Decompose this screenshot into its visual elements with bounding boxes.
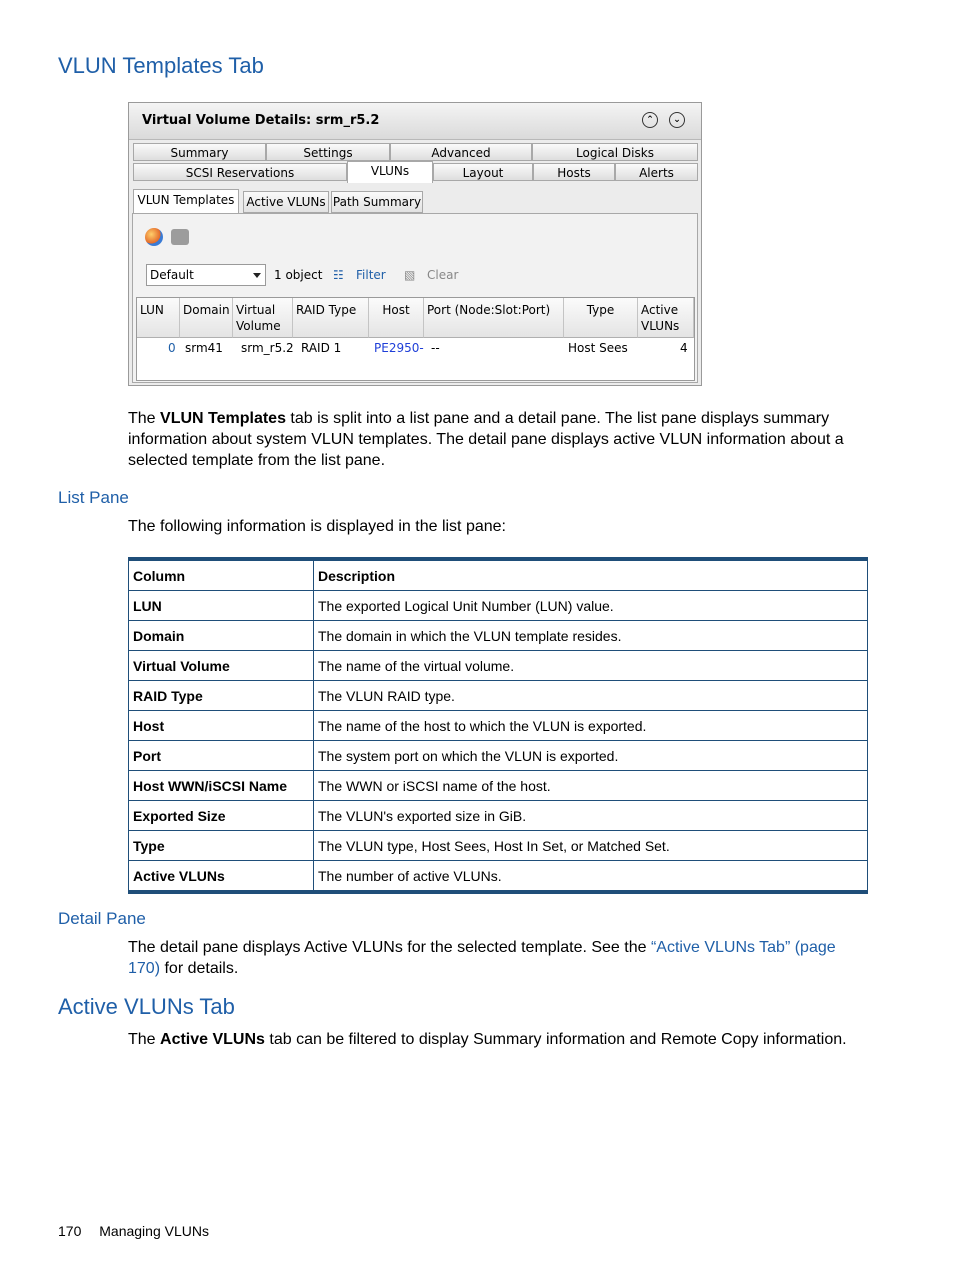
- bold-term: VLUN Templates: [160, 410, 286, 427]
- table-cell-column: RAID Type: [129, 681, 314, 711]
- table-cell-description: The VLUN's exported size in GiB.: [314, 801, 868, 831]
- table-cell-description: The system port on which the VLUN is exported.: [314, 741, 868, 771]
- bold-term: Active VLUNs: [160, 1031, 265, 1048]
- subtab-path-summary[interactable]: Path Summary: [331, 191, 423, 213]
- tab-vluns[interactable]: VLUNs: [347, 161, 433, 183]
- heading-detail-pane: Detail Pane: [58, 909, 146, 928]
- filter-icon[interactable]: ☷: [333, 268, 344, 282]
- table-cell-description: The domain in which the VLUN template resides.: [314, 621, 868, 651]
- table-cell-column: LUN: [129, 591, 314, 621]
- grid-cell-port: --: [431, 341, 440, 355]
- vv-details-screenshot: [128, 102, 702, 386]
- table-cell-column: Virtual Volume: [129, 651, 314, 681]
- window-titlebar: [129, 103, 701, 140]
- table-cell-description: The exported Logical Unit Number (LUN) value.: [314, 591, 868, 621]
- table-row: [129, 771, 868, 801]
- active-vluns-paragraph: The Active VLUNs tab can be filtered to display Summary information and Remote Copy information.: [128, 1031, 847, 1048]
- table-row: [129, 861, 868, 891]
- grid-header-virtual-volume[interactable]: Virtual Volume: [233, 298, 293, 338]
- table-cell-description: The VLUN RAID type.: [314, 681, 868, 711]
- grid-cell-lun: 0: [168, 341, 176, 355]
- grid-cell-domain: srm41: [185, 341, 223, 355]
- table-row: [129, 681, 868, 711]
- chevron-down-icon: [253, 273, 261, 278]
- table-header-column: Column: [129, 561, 314, 591]
- active-vluns-tab-link[interactable]: “Active VLUNs Tab” (page 170): [128, 939, 836, 977]
- table-cell-column: Host WWN/iSCSI Name: [129, 771, 314, 801]
- table-header-row: [129, 561, 868, 591]
- subtab-vlun-templates[interactable]: VLUN Templates: [133, 189, 239, 214]
- tab-advanced[interactable]: Advanced: [390, 143, 532, 161]
- table-cell-description: The VLUN type, Host Sees, Host In Set, or Matched Set.: [314, 831, 868, 861]
- table-row: [129, 741, 868, 771]
- grid-cell-host[interactable]: PE2950-: [374, 341, 424, 355]
- create-template-icon[interactable]: [145, 228, 163, 246]
- table-cell-description: The WWN or iSCSI name of the host.: [314, 771, 868, 801]
- filter-button[interactable]: Filter: [356, 268, 386, 282]
- tab-scsi-reservations[interactable]: SCSI Reservations: [133, 163, 347, 181]
- table-row: [129, 621, 868, 651]
- grid-header-active-vluns[interactable]: Active VLUNs: [638, 298, 694, 338]
- grid-header-domain[interactable]: Domain: [180, 298, 233, 338]
- table-cell-column: Host: [129, 711, 314, 741]
- templates-grid: [136, 297, 695, 381]
- grid-cell-active-vluns: 4: [680, 341, 688, 355]
- heading-vlun-templates-tab: VLUN Templates Tab: [58, 53, 264, 78]
- expand-down-icon[interactable]: ⌄: [669, 112, 685, 128]
- view-dropdown[interactable]: [146, 264, 266, 286]
- clear-button[interactable]: Clear: [427, 268, 459, 282]
- subtab-active-vluns[interactable]: Active VLUNs: [243, 191, 329, 213]
- heading-list-pane: List Pane: [58, 488, 129, 507]
- heading-active-vluns-tab: Active VLUNs Tab: [58, 994, 235, 1019]
- footer-section: Managing VLUNs: [99, 1223, 209, 1239]
- tab-layout[interactable]: Layout: [433, 163, 533, 181]
- grid-header-type[interactable]: Type: [564, 298, 638, 338]
- grid-header-port[interactable]: Port (Node:Slot:Port): [424, 298, 564, 338]
- table-row: [129, 651, 868, 681]
- table-header-description: Description: [314, 561, 868, 591]
- tab-alerts[interactable]: Alerts: [615, 163, 698, 181]
- grid-cell-raid-type: RAID 1: [301, 341, 342, 355]
- grid-header-host[interactable]: Host: [369, 298, 424, 338]
- table-row: [129, 591, 868, 621]
- dropdown-value: Default: [150, 268, 194, 282]
- page-footer: [58, 1223, 209, 1239]
- grid-header-raid-type[interactable]: RAID Type: [293, 298, 369, 338]
- detail-pane-paragraph: The detail pane displays Active VLUNs for the selected template. See the “Active VLUNs Tab” (page 170) for details.: [128, 939, 836, 977]
- table-row: [129, 831, 868, 861]
- table-cell-description: The name of the virtual volume.: [314, 651, 868, 681]
- tab-logical-disks[interactable]: Logical Disks: [532, 143, 698, 161]
- clear-icon[interactable]: ▧: [404, 268, 416, 282]
- intro-paragraph: The VLUN Templates tab is split into a list pane and a detail pane. The list pane displays summary information about system VLUN templates. The detail pane displays active VLUN information about a selected template from the list pane.: [128, 410, 844, 469]
- list-pane-table: [128, 557, 868, 894]
- table-cell-column: Active VLUNs: [129, 861, 314, 891]
- window-title: Virtual Volume Details: srm_r5.2: [142, 113, 380, 128]
- table-cell-description: The number of active VLUNs.: [314, 861, 868, 891]
- table-row: [129, 801, 868, 831]
- collapse-up-icon[interactable]: ⌃: [642, 112, 658, 128]
- tab-settings[interactable]: Settings: [266, 143, 390, 161]
- tab-hosts[interactable]: Hosts: [533, 163, 615, 181]
- list-pane-paragraph: The following information is displayed in the list pane:: [128, 518, 506, 535]
- table-cell-column: Exported Size: [129, 801, 314, 831]
- grid-header-lun[interactable]: LUN: [137, 298, 180, 338]
- table-cell-column: Type: [129, 831, 314, 861]
- page-number: 170: [58, 1223, 82, 1239]
- table-cell-column: Domain: [129, 621, 314, 651]
- table-cell-column: Port: [129, 741, 314, 771]
- grid-cell-type: Host Sees: [568, 341, 628, 355]
- object-count: 1 object: [274, 268, 323, 282]
- grid-cell-virtual-volume: srm_r5.2: [241, 341, 294, 355]
- table-cell-description: The name of the host to which the VLUN is exported.: [314, 711, 868, 741]
- table-row: [129, 711, 868, 741]
- remove-template-icon[interactable]: [171, 229, 189, 245]
- tab-summary[interactable]: Summary: [133, 143, 266, 161]
